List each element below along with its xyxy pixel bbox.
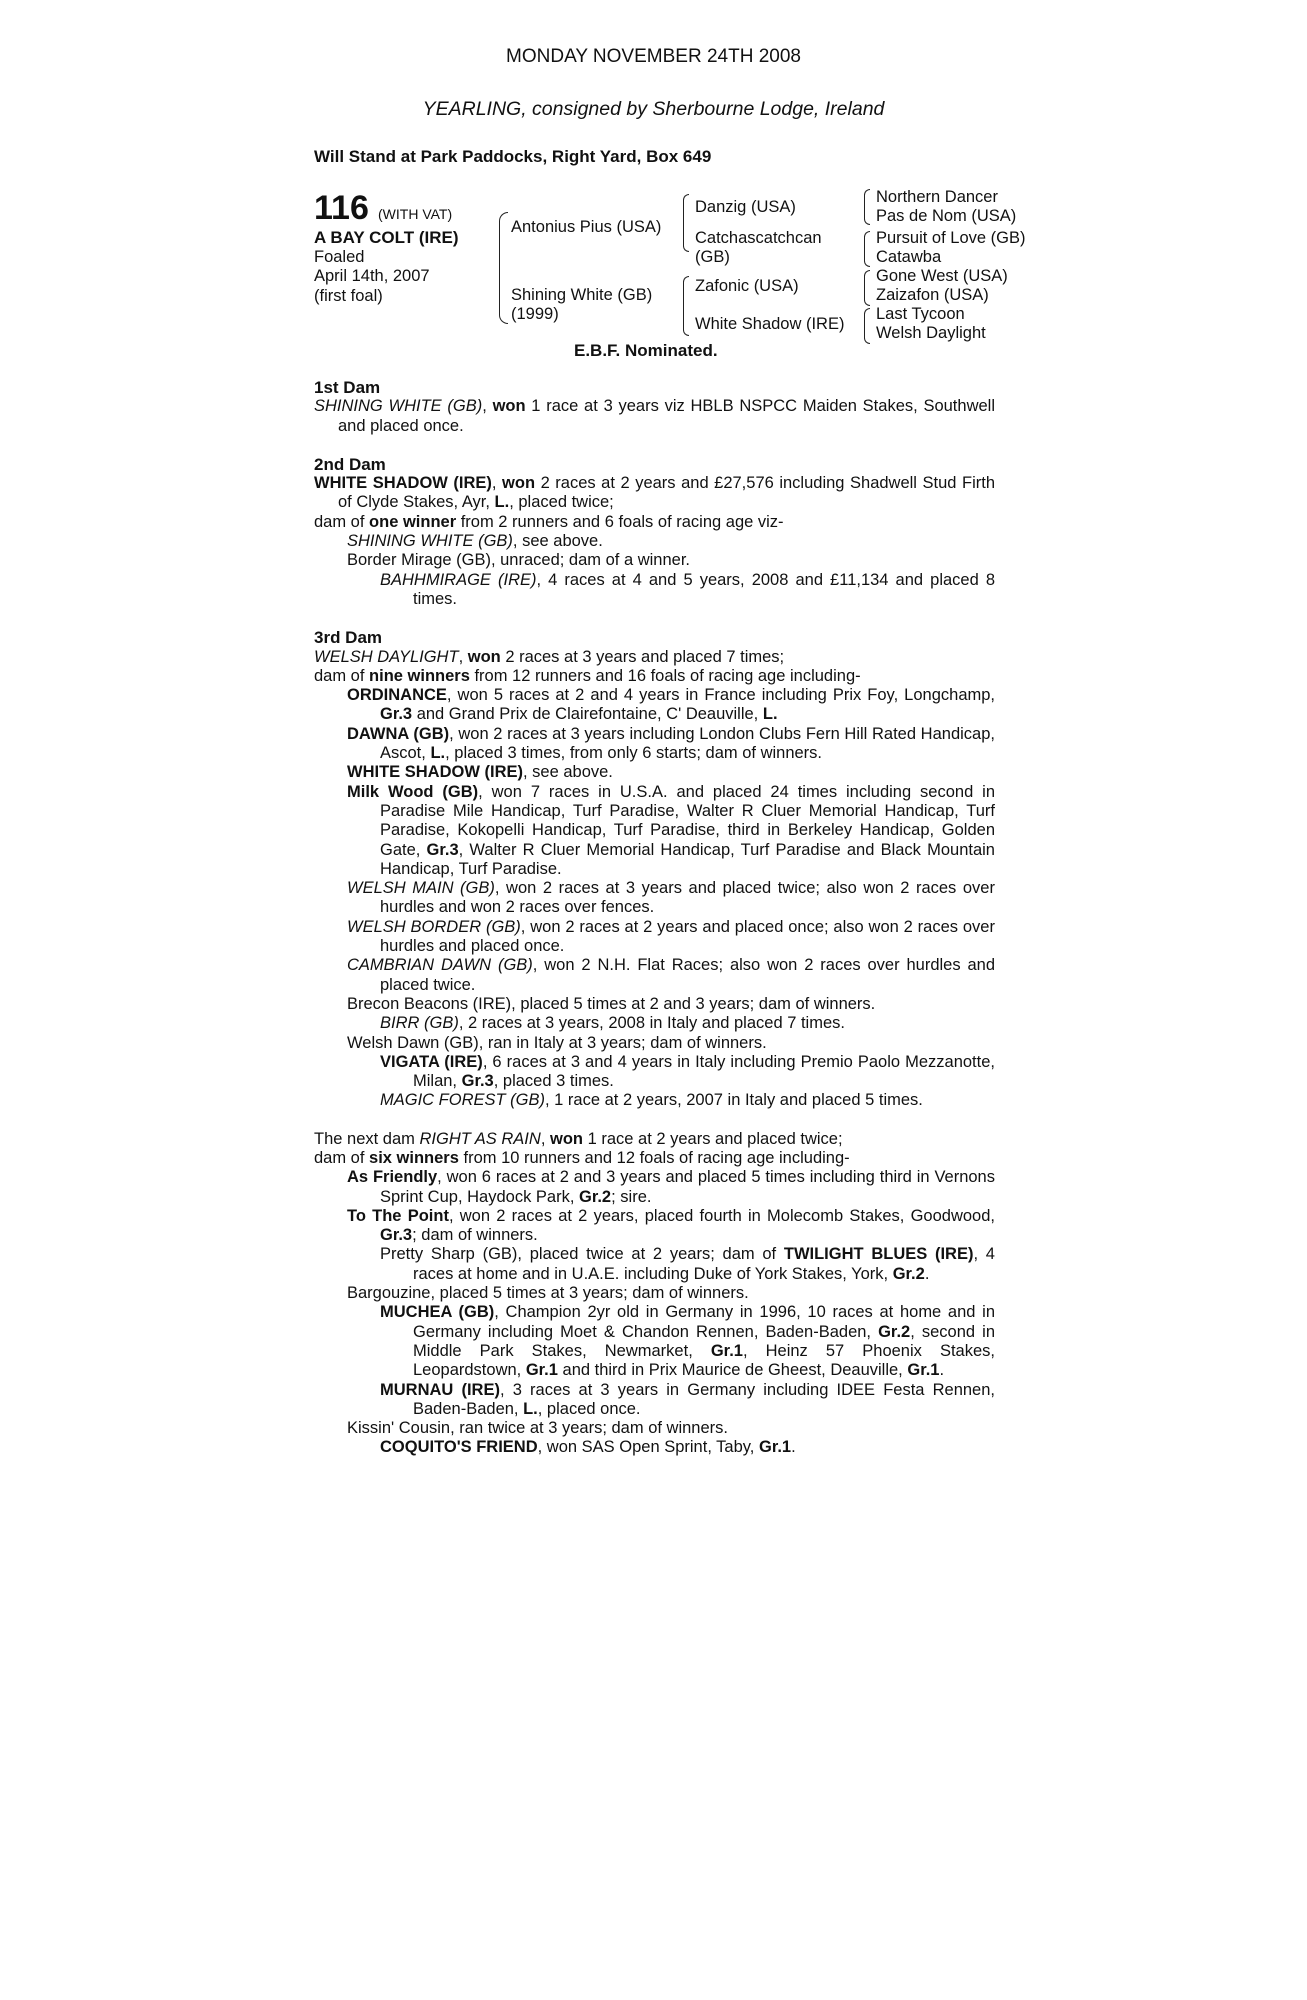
third-dam-entry: WELSH DAYLIGHT, won 2 races at 3 years and placed 7 times; — [314, 647, 785, 666]
list-item: BIRR (GB), 2 races at 3 years, 2008 in Italy and placed 7 times. — [380, 1014, 845, 1033]
pedigree-sire-dam-origin: (GB) — [695, 248, 730, 266]
catalogue-body — [314, 378, 995, 1458]
pedigree-gg-3: Pursuit of Love (GB) — [876, 229, 1026, 247]
list-item: Kissin' Cousin, ran twice at 3 years; dam of winners. — [347, 1419, 728, 1438]
first-dam-heading: 1st Dam — [314, 378, 381, 397]
pedigree-sire-sire: Danzig (USA) — [695, 198, 796, 216]
list-item: BAHHMIRAGE (IRE), 4 races at 4 and 5 years, 2008 and £11,134 and placed 8 times. — [380, 570, 995, 608]
next-dam-section — [314, 1130, 995, 1458]
pedigree-gg-7: Last Tycoon — [876, 305, 965, 323]
list-item: Brecon Beacons (IRE), placed 5 times at 2 and 3 years; dam of winners. — [347, 994, 876, 1013]
pedigree-brace-sire — [683, 194, 689, 252]
list-item: As Friendly, won 6 races at 2 and 3 years and placed 5 times including third in Vernons Sprint Cup, Haydock Park, Gr.2; sire. — [347, 1168, 995, 1206]
pedigree-gg-2: Pas de Nom (USA) — [876, 207, 1017, 225]
sale-date: MONDAY NOVEMBER 24TH 2008 — [506, 46, 801, 67]
next-dam-produce-summary: dam of six winners from 10 runners and 12 foals of racing age including- — [314, 1148, 850, 1167]
third-dam-produce-summary: dam of nine winners from 12 runners and 16 foals of racing age including- — [314, 666, 861, 685]
foaled-date: April 14th, 2007 — [314, 267, 430, 286]
pedigree-sire-dam-name: Catchascatchcan — [695, 229, 822, 247]
list-item: COQUITO'S FRIEND, won SAS Open Sprint, Taby, Gr.1. — [380, 1438, 796, 1457]
pedigree-gg-4: Catawba — [876, 248, 942, 266]
next-dam-entry: The next dam RIGHT AS RAIN, won 1 race at 2 years and placed twice; — [314, 1129, 843, 1148]
foaled-info — [314, 248, 430, 306]
list-item: SHINING WHITE (GB), see above. — [347, 532, 603, 551]
list-item: WHITE SHADOW (IRE), see above. — [347, 763, 613, 782]
pedigree-brace-g2 — [864, 231, 870, 267]
foaled-label: Foaled — [314, 248, 365, 266]
pedigree-sire: Antonius Pius (USA) — [511, 218, 662, 236]
pedigree-brace-g4 — [864, 308, 870, 344]
first-dam-section — [314, 378, 995, 436]
list-item: Bargouzine, placed 5 times at 3 years; dam of winners. — [347, 1284, 749, 1303]
pedigree-brace-main — [499, 212, 508, 324]
pedigree-gg-8: Welsh Daylight — [876, 324, 986, 342]
list-item: Border Mirage (GB), unraced; dam of a winner. — [347, 551, 690, 570]
consignor-line: YEARLING, consigned by Sherbourne Lodge, Ireland — [422, 98, 885, 120]
pedigree-gg-5: Gone West (USA) — [876, 267, 1008, 285]
list-item: Pretty Sharp (GB), placed twice at 2 years; dam of TWILIGHT BLUES (IRE), 4 races at home and in U.A.E. including Duke of York Stakes, York, Gr.2. — [380, 1245, 995, 1283]
list-item: MURNAU (IRE), 3 races at 3 years in Germany including IDEE Festa Rennen, Baden-Baden, L., placed once. — [380, 1380, 995, 1418]
pedigree-dam-dam: White Shadow (IRE) — [695, 315, 845, 333]
list-item: WELSH BORDER (GB), won 2 races at 2 years and placed once; also won 2 races over hurdles and placed once. — [347, 917, 995, 956]
pedigree-dam-name: Shining White (GB) — [511, 286, 653, 304]
list-item: Welsh Dawn (GB), ran in Italy at 3 years; dam of winners. — [347, 1033, 767, 1052]
list-item: DAWNA (GB), won 2 races at 3 years including London Clubs Fern Hill Rated Handicap, Ascot, L., placed 3 times, from only 6 starts; dam of winners. — [347, 724, 995, 763]
lot-number: 116 — [314, 189, 369, 227]
first-dam-entry: SHINING WHITE (GB), won 1 race at 3 years viz HBLB NSPCC Maiden Stakes, Southwell and placed once. — [314, 397, 995, 435]
third-dam-heading: 3rd Dam — [314, 628, 383, 648]
pedigree-brace-g3 — [864, 270, 870, 306]
second-dam-section — [314, 455, 995, 609]
list-item: To The Point, won 2 races at 2 years, placed fourth in Molecomb Stakes, Goodwood, Gr.3; dam of winners. — [347, 1206, 995, 1245]
list-item: CAMBRIAN DAWN (GB), won 2 N.H. Flat Races; also won 2 races over hurdles and placed twice. — [347, 956, 995, 994]
third-dam-section — [314, 628, 995, 1110]
pedigree-gg-1: Northern Dancer — [876, 188, 998, 206]
pedigree-dam-year: (1999) — [511, 305, 559, 323]
pedigree-sire-dam — [695, 229, 822, 267]
pedigree-brace-dam — [683, 276, 689, 336]
list-item: ORDINANCE, won 5 races at 2 and 4 years in France including Prix Foy, Longchamp, Gr.3 and Grand Prix de Clairefontaine, C' Deauville, L. — [347, 686, 995, 724]
second-dam-produce-summary: dam of one winner from 2 runners and 6 foals of racing age viz- — [314, 512, 784, 531]
pedigree-gg-6: Zaizafon (USA) — [876, 286, 989, 304]
foal-note: (first foal) — [314, 286, 383, 305]
list-item: Milk Wood (GB), won 7 races in U.S.A. and placed 24 times including second in Paradise Mile Handicap, Turf Paradise, Walter R Cluer Memorial Handicap, Turf Paradise, Kokopelli Handicap, Turf Paradise, third in Berkeley Handicap, Golden Gate, Gr.3, Walter R Cluer Memorial Handicap, Turf Paradise and Black Mountain Handicap, Turf Paradise. — [347, 782, 995, 878]
list-item: WELSH MAIN (GB), won 2 races at 3 years and placed twice; also won 2 races over hurdles and won 2 races over fences. — [347, 879, 995, 917]
list-item: VIGATA (IRE), 6 races at 3 and 4 years in Italy including Premio Paolo Mezzanotte, Milan, Gr.3, placed 3 times. — [380, 1052, 995, 1091]
pedigree-dam — [511, 286, 652, 324]
second-dam-entry: WHITE SHADOW (IRE), won 2 races at 2 years and £27,576 including Shadwell Stud Firth of Clyde Stakes, Ayr, L., placed twice; — [314, 474, 995, 512]
list-item: MAGIC FOREST (GB), 1 race at 2 years, 2007 in Italy and placed 5 times. — [380, 1091, 923, 1110]
ebf-nominated: E.B.F. Nominated. — [574, 341, 718, 360]
list-item: MUCHEA (GB), Champion 2yr old in Germany in 1996, 10 races at home and in Germany including Moet & Chandon Rennen, Baden-Baden, Gr.2, second in Middle Park Stakes, Newmarket, Gr.1, Heinz 57 Phoenix Stakes, Leopardstown, Gr.1 and third in Prix Maurice de Gheest, Deauville, Gr.1. — [380, 1303, 996, 1380]
stable-location: Will Stand at Park Paddocks, Right Yard, Box 649 — [314, 147, 712, 166]
lot-name: A BAY COLT (IRE) — [314, 228, 459, 247]
second-dam-heading: 2nd Dam — [314, 454, 386, 474]
vat-note: (WITH VAT) — [378, 206, 453, 222]
pedigree-dam-sire: Zafonic (USA) — [695, 277, 799, 295]
pedigree-brace-g1 — [864, 189, 870, 225]
